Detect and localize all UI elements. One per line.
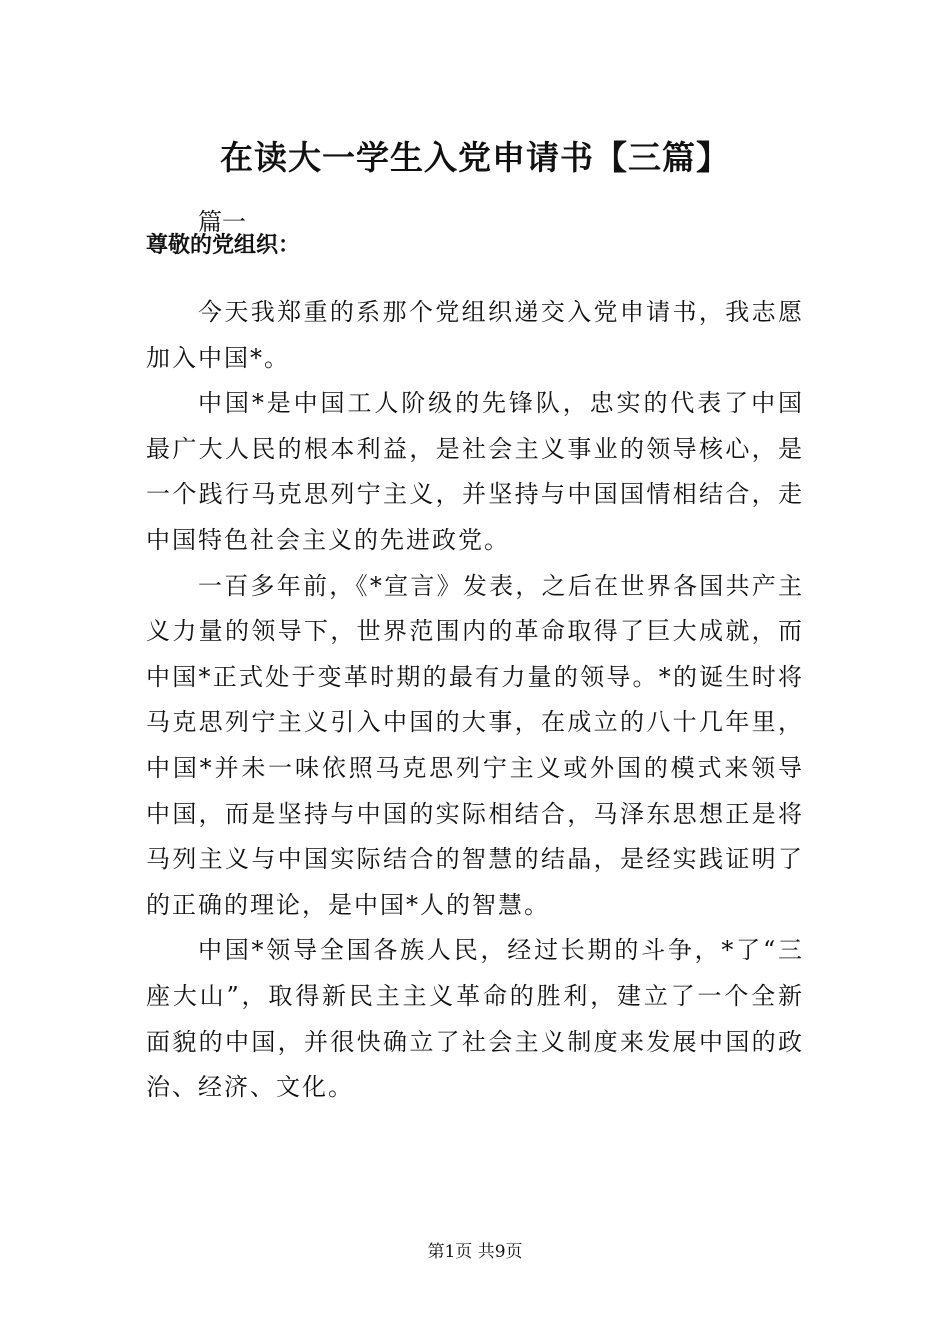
section-label: 篇一 — [198, 208, 246, 236]
paragraph: 今天我郑重的系那个党组织递交入党申请书，我志愿加入中国*。 — [146, 298, 804, 372]
paragraph: 一百多年前，《*宣言》发表，之后在世界各国共产主义力量的领导下，世界范围内的革命取得了巨大成就，而中国*正式处于变革时期的最有力量的领导。*的诞生时将马克思列宁主义引入中国的大事，在成立的八十几年里，中国*并未一味依照马克思列宁主义或外国的模式来领导中国，而是坚持与中国的实际相结合，马泽东思想正是将马列主义与中国实际结合的智慧的结晶，是经实践证明了的正确的理论，是中国*人的智慧。 — [146, 571, 804, 919]
salutation: 尊敬的党组织： — [146, 232, 301, 258]
paragraph: 中国*是中国工人阶级的先锋队，忠实的代表了中国最广大人民的根本利益，是社会主义事业的领导核心，是一个践行马克思列宁主义，并坚持与中国国情相结合，走中国特色社会主义的先进政党。 — [146, 389, 804, 554]
document-title: 在读大一学生入党申请书【三篇】 — [220, 138, 730, 177]
paragraph: 中国*领导全国各族人民，经过长期的斗争，*了“三座大山”，取得新民主主义革命的胜利，建立了一个全新面貌的中国，并很快确立了社会主义制度来发展中国的政治、经济、文化。 — [146, 936, 804, 1102]
page-footer: 第1页 共9页 — [427, 1242, 523, 1262]
body-text — [146, 290, 804, 1111]
